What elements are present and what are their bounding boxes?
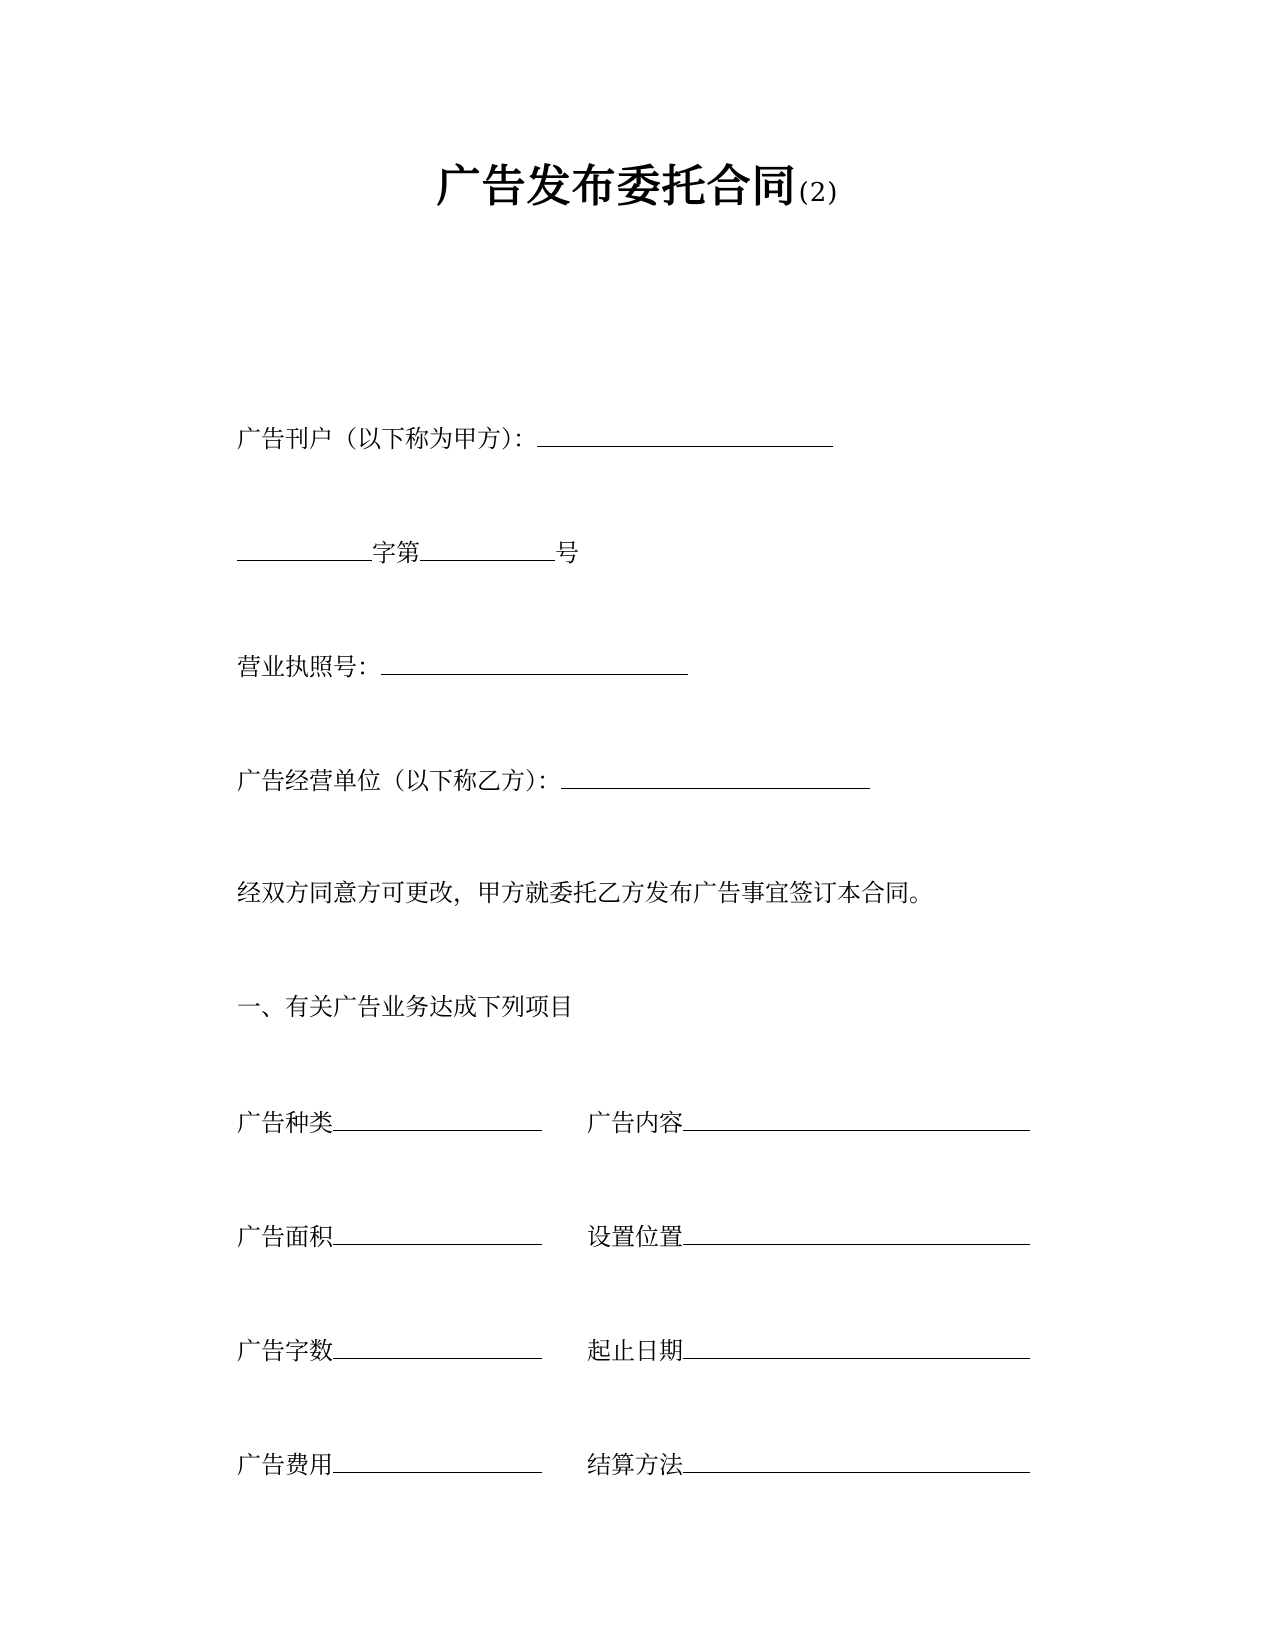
- license-blank[interactable]: [381, 648, 688, 675]
- section-one-text: 一、有关广告业务达成下列项目: [237, 993, 573, 1021]
- party-a-blank[interactable]: [537, 420, 833, 447]
- agreement-paragraph: [237, 876, 933, 910]
- word-count-blank[interactable]: [333, 1332, 542, 1359]
- field-label-ad-type: 广告种类: [237, 1109, 333, 1137]
- field-row: [237, 1332, 542, 1366]
- party-b-label: 广告经营单位（以下称乙方）：: [237, 767, 561, 795]
- field-label-ad-area: 广告面积: [237, 1223, 333, 1251]
- registration-prefix-blank[interactable]: [237, 534, 372, 561]
- field-label-location: 设置位置: [587, 1223, 683, 1251]
- title-suffix: (2): [798, 178, 839, 208]
- field-row-right: [587, 1446, 1030, 1480]
- license-label: 营业执照号：: [237, 653, 381, 681]
- field-row-right: [587, 1104, 1030, 1138]
- party-a-label: 广告刊户（以下称为甲方）：: [237, 425, 537, 453]
- settlement-blank[interactable]: [683, 1446, 1030, 1473]
- license-line: [237, 648, 688, 682]
- party-b-line: [237, 762, 870, 796]
- location-blank[interactable]: [683, 1218, 1030, 1245]
- field-label-date-range: 起止日期: [587, 1337, 683, 1365]
- page-title: [0, 150, 1275, 214]
- registration-number-line: [237, 534, 579, 568]
- date-range-blank[interactable]: [683, 1332, 1030, 1359]
- field-row: [237, 1218, 542, 1252]
- field-row: [237, 1446, 542, 1480]
- field-label-ad-content: 广告内容: [587, 1109, 683, 1137]
- section-one-heading: [237, 990, 573, 1024]
- field-label-settlement: 结算方法: [587, 1451, 683, 1479]
- registration-number-blank[interactable]: [420, 534, 555, 561]
- field-row-right: [587, 1332, 1030, 1366]
- ad-type-blank[interactable]: [333, 1104, 542, 1131]
- party-a-line: [237, 420, 833, 454]
- party-b-blank[interactable]: [561, 762, 870, 789]
- field-row: [237, 1104, 542, 1138]
- hao-label: 号: [555, 539, 579, 567]
- field-row-right: [587, 1218, 1030, 1252]
- field-label-ad-fee: 广告费用: [237, 1451, 333, 1479]
- zi-di-label: 字第: [372, 539, 420, 567]
- ad-fee-blank[interactable]: [333, 1446, 542, 1473]
- ad-content-blank[interactable]: [683, 1104, 1030, 1131]
- ad-area-blank[interactable]: [333, 1218, 542, 1245]
- agreement-text: 经双方同意方可更改，甲方就委托乙方发布广告事宜签订本合同。: [237, 879, 933, 907]
- field-label-word-count: 广告字数: [237, 1337, 333, 1365]
- title-text: 广告发布委托合同: [436, 161, 797, 212]
